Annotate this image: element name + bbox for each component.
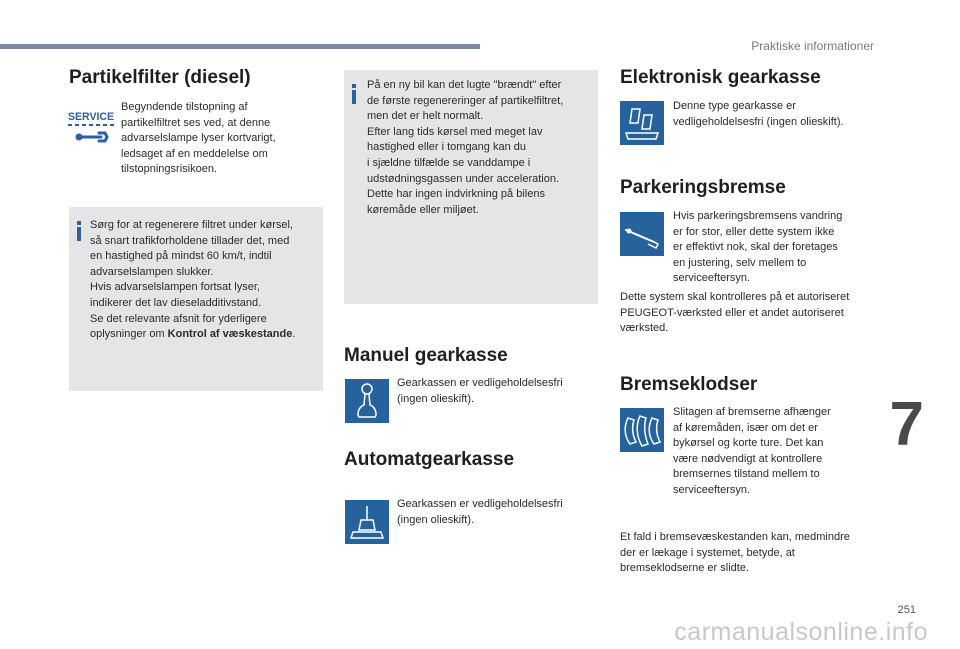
manual-gear-lever-icon [345, 379, 389, 423]
info-text-regeneration: På en ny bil kan det lugte "brændt" efter de første regenereringer af partikelfiltret, men det er helt normalt. Efter lang tids kørsel med meget lav hastighed eller i tomgang kan du i sjældne tilfælde se vanddampe i udstødningsgassen under acceleration. Dette har ingen indvirkning på bilens køremåde eller miljøet. [367, 79, 564, 216]
parking-brake-icon [620, 212, 664, 256]
parkering-text: Hvis parkeringsbremsens vandring er for stor, eller dette system ikke er effektivt nok, skal der foretages en justering, selv mellem to serviceeftersyn. [673, 210, 843, 285]
brake-pads-icon [620, 408, 664, 452]
electronic-gearbox-icon [620, 101, 664, 145]
info-icon [77, 221, 81, 241]
watermark: carmanualsonline.info [674, 618, 928, 646]
automatic-gear-lever-icon [345, 500, 389, 544]
section-title-elektronisk: Elektronisk gearkasse [620, 67, 821, 88]
parkering-after-text: Dette system skal kontrolleres på et autoriseret PEUGEOT-værksted eller et andet autoriseret værksted. [620, 291, 850, 335]
service-icon-text: SERVICE [68, 111, 114, 123]
section-title-bremse: Bremseklodser [620, 374, 758, 395]
section-title-manuel: Manuel gearkasse [344, 345, 508, 366]
info-text-partikelfilter: Sørg for at regenerere filtret under kørsel, så snart trafikforholdene tillader det, med en hastighed på mindst 60 km/t, indtil advarselslampen slukker. Hvis advarselslampen fortsat lyser, indikerer det lav dieseladditivstand. Se det relevante afsnit for yderligere oplysninger om Kontrol af væskestande. [90, 219, 296, 341]
automat-text: Gearkassen er vedligeholdelsesfri (ingen olieskift). [397, 498, 563, 526]
service-wrench-icon [67, 109, 117, 149]
section-title-automat: Automatgearkasse [344, 449, 515, 470]
chapter-number: 7 [889, 390, 924, 459]
header-title: Praktiske informationer [751, 39, 874, 53]
section-title-parkering: Parkeringsbremse [620, 177, 786, 198]
page-number: 251 [897, 604, 916, 616]
manuel-text: Gearkassen er vedligeholdelsesfri (ingen olieskift). [397, 377, 563, 405]
header-accent-bar [0, 44, 480, 49]
bremse-text: Slitagen af bremserne afhænger af køremåden, især om det er bykørsel og korte ture. Det kan være nødvendigt at kontrollere bremsernes tilstand mellem to serviceeftersyn. [673, 406, 831, 496]
cross-reference-link: Kontrol af væskestande [167, 328, 293, 341]
info-icon [352, 84, 356, 104]
section-title-partikelfilter: Partikelfilter (diesel) [69, 67, 251, 88]
elektronisk-text: Denne type gearkasse er vedligeholdelsesfri (ingen olieskift). [673, 100, 844, 128]
partikelfilter-intro: Begyndende tilstopning af partikelfiltret ses ved, at denne advarselslampe lyser kortvarigt, ledsaget af en meddelelse om tilstopningsrisikoen. [121, 101, 276, 176]
bremse-after-text: Et fald i bremsevæskestanden kan, medmindre der er lækage i systemet, betyde, at bremseklodserne er slidte. [620, 531, 850, 575]
